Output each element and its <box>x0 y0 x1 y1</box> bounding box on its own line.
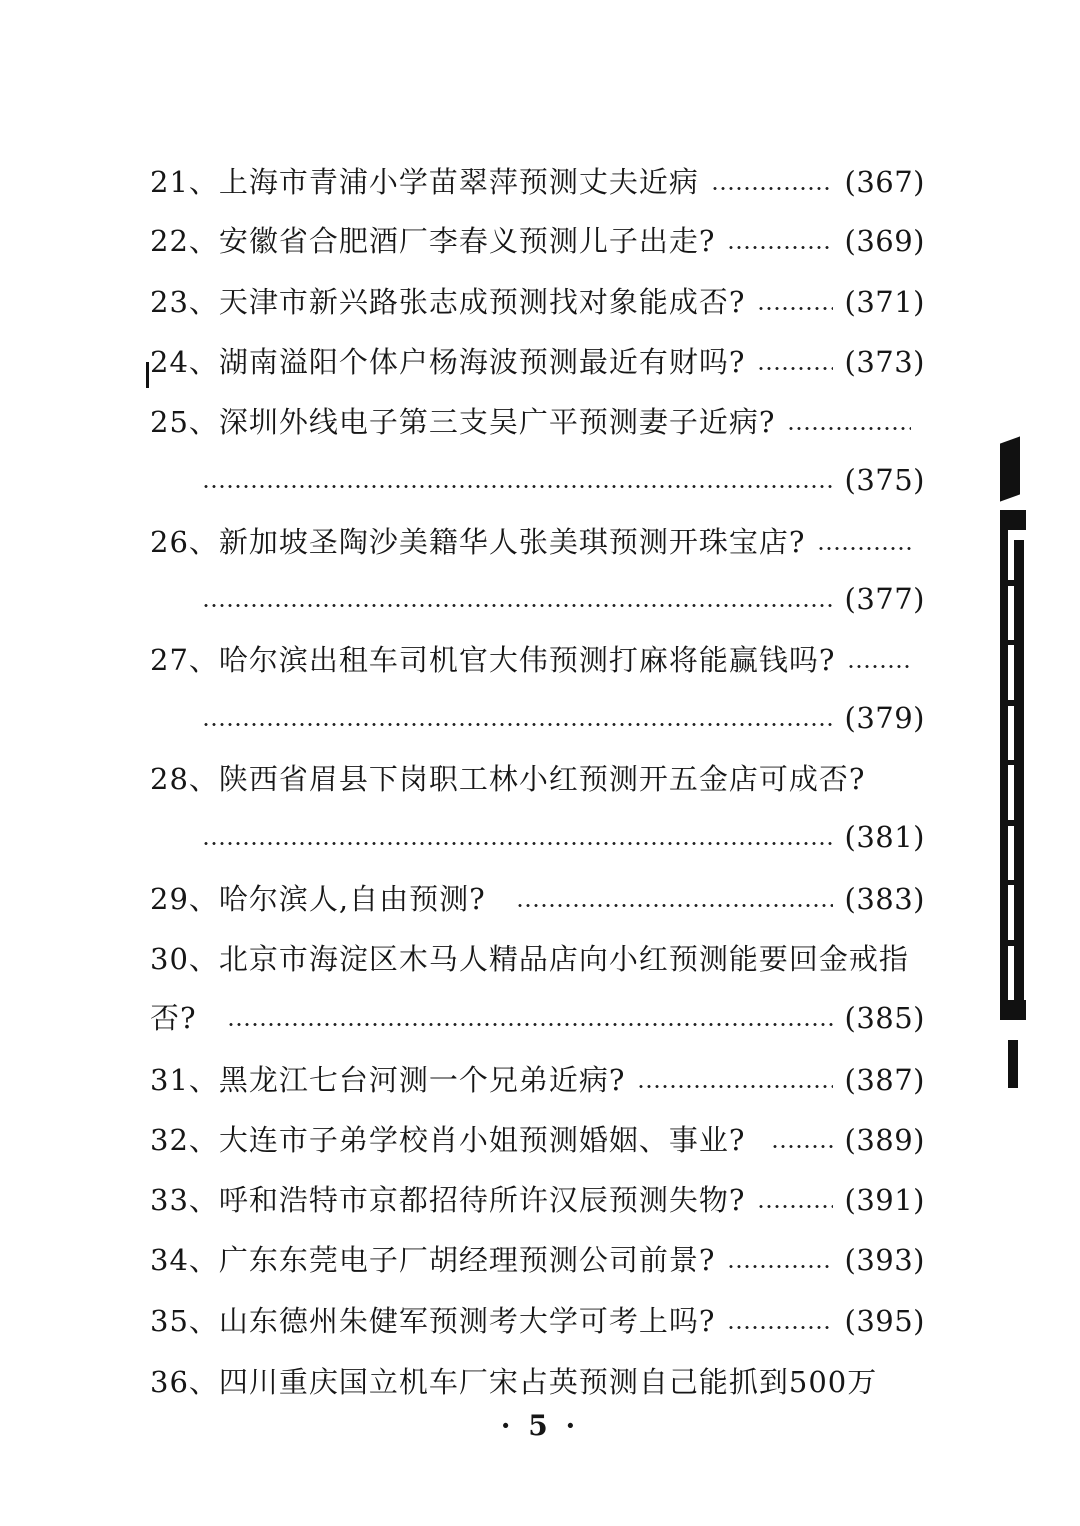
dot-leader <box>711 187 833 190</box>
entry-page: (395) <box>844 1304 925 1338</box>
toc-entry <box>150 877 925 921</box>
toc-entry <box>150 1178 925 1222</box>
toc-entry <box>150 1118 925 1162</box>
entry-page: (379) <box>844 701 925 735</box>
entry-page: (381) <box>844 820 925 854</box>
toc-entry <box>150 520 925 564</box>
dot-leader <box>727 1326 832 1329</box>
entry-title: 27、哈尔滨出租车司机官大伟预测打麻将能赢钱吗? <box>150 643 836 677</box>
entry-title: 32、大连市子弟学校肖小姐预测婚姻、事业? <box>150 1123 746 1157</box>
toc-entry <box>150 1058 925 1102</box>
entry-page: (377) <box>844 582 925 616</box>
entry-title: 34、广东东莞电子厂胡经理预测公司前景? <box>150 1243 716 1277</box>
entry-title: 35、山东德州朱健军预测考大学可考上吗? <box>150 1304 716 1338</box>
entry-title: 23、天津市新兴路张志成预测找对象能成否? <box>150 285 746 319</box>
dot-leader <box>771 1145 832 1148</box>
entry-page: (371) <box>844 285 925 319</box>
dot-leader <box>202 842 833 845</box>
toc-entry <box>150 340 925 384</box>
dot-leader <box>202 723 833 726</box>
toc-entry <box>150 400 925 444</box>
dot-leader <box>787 427 911 430</box>
entry-title: 29、哈尔滨人,自由预测? <box>150 882 486 916</box>
dot-leader <box>757 1205 832 1208</box>
dot-leader <box>727 246 832 249</box>
entry-title: 31、黑龙江七台河测一个兄弟近病? <box>150 1063 626 1097</box>
toc-entry <box>150 160 925 204</box>
entry-page: (391) <box>844 1183 925 1217</box>
dot-leader <box>817 547 911 550</box>
entry-title: 33、呼和浩特市京都招待所许汉辰预测失物? <box>150 1183 746 1217</box>
toc-entry <box>150 937 930 981</box>
toc-entry-continuation <box>150 996 925 1040</box>
dot-leader <box>637 1085 832 1088</box>
entry-title: 24、湖南溢阳个体户杨海波预测最近有财吗? <box>150 345 746 379</box>
entry-page: (385) <box>844 1001 925 1035</box>
toc-entry-continuation <box>150 577 925 621</box>
entry-page: (367) <box>844 165 925 199</box>
toc-entry <box>150 757 925 801</box>
dot-leader <box>847 665 911 668</box>
dot-leader <box>757 307 832 310</box>
toc-entry <box>150 1299 925 1343</box>
toc-entry <box>150 219 925 263</box>
dot-leader <box>516 904 833 907</box>
dot-leader <box>727 1265 832 1268</box>
toc-entry <box>150 1360 935 1404</box>
entry-title: 28、陕西省眉县下岗职工林小红预测开五金店可成否? <box>150 762 866 796</box>
dot-leader <box>202 485 833 488</box>
entry-page: (373) <box>844 345 925 379</box>
toc-entry-continuation <box>150 815 925 859</box>
entry-title: 21、上海市青浦小学苗翠萍预测丈夫近病 <box>150 165 699 199</box>
toc-entry-continuation <box>150 458 925 502</box>
entry-page: (375) <box>844 463 925 497</box>
entry-page: (369) <box>844 224 925 258</box>
entry-title: 25、深圳外线电子第三支吴广平预测妻子近病? <box>150 405 776 439</box>
page-number: · 5 · <box>500 1409 580 1442</box>
toc-entry <box>150 638 925 682</box>
entry-page: (387) <box>844 1063 925 1097</box>
dot-leader <box>202 604 833 607</box>
entry-title: 26、新加坡圣陶沙美籍华人张美琪预测开珠宝店? <box>150 525 806 559</box>
toc-entry-continuation <box>150 696 925 740</box>
entry-title: 30、北京市海淀区木马人精品店向小红预测能要回金戒指 <box>150 942 909 976</box>
dot-leader <box>757 367 832 370</box>
entry-page: (393) <box>844 1243 925 1277</box>
entry-title-continuation: 否? <box>150 1001 197 1035</box>
entry-title: 36、四川重庆国立机车厂宋占英预测自己能抓到500万 <box>150 1365 878 1399</box>
toc-entry <box>150 280 925 324</box>
entry-page: (389) <box>844 1123 925 1157</box>
toc-entry <box>150 1238 925 1282</box>
dot-leader <box>227 1023 833 1026</box>
entry-title: 22、安徽省合肥酒厂李春义预测儿子出走? <box>150 224 716 258</box>
entry-page: (383) <box>844 882 925 916</box>
